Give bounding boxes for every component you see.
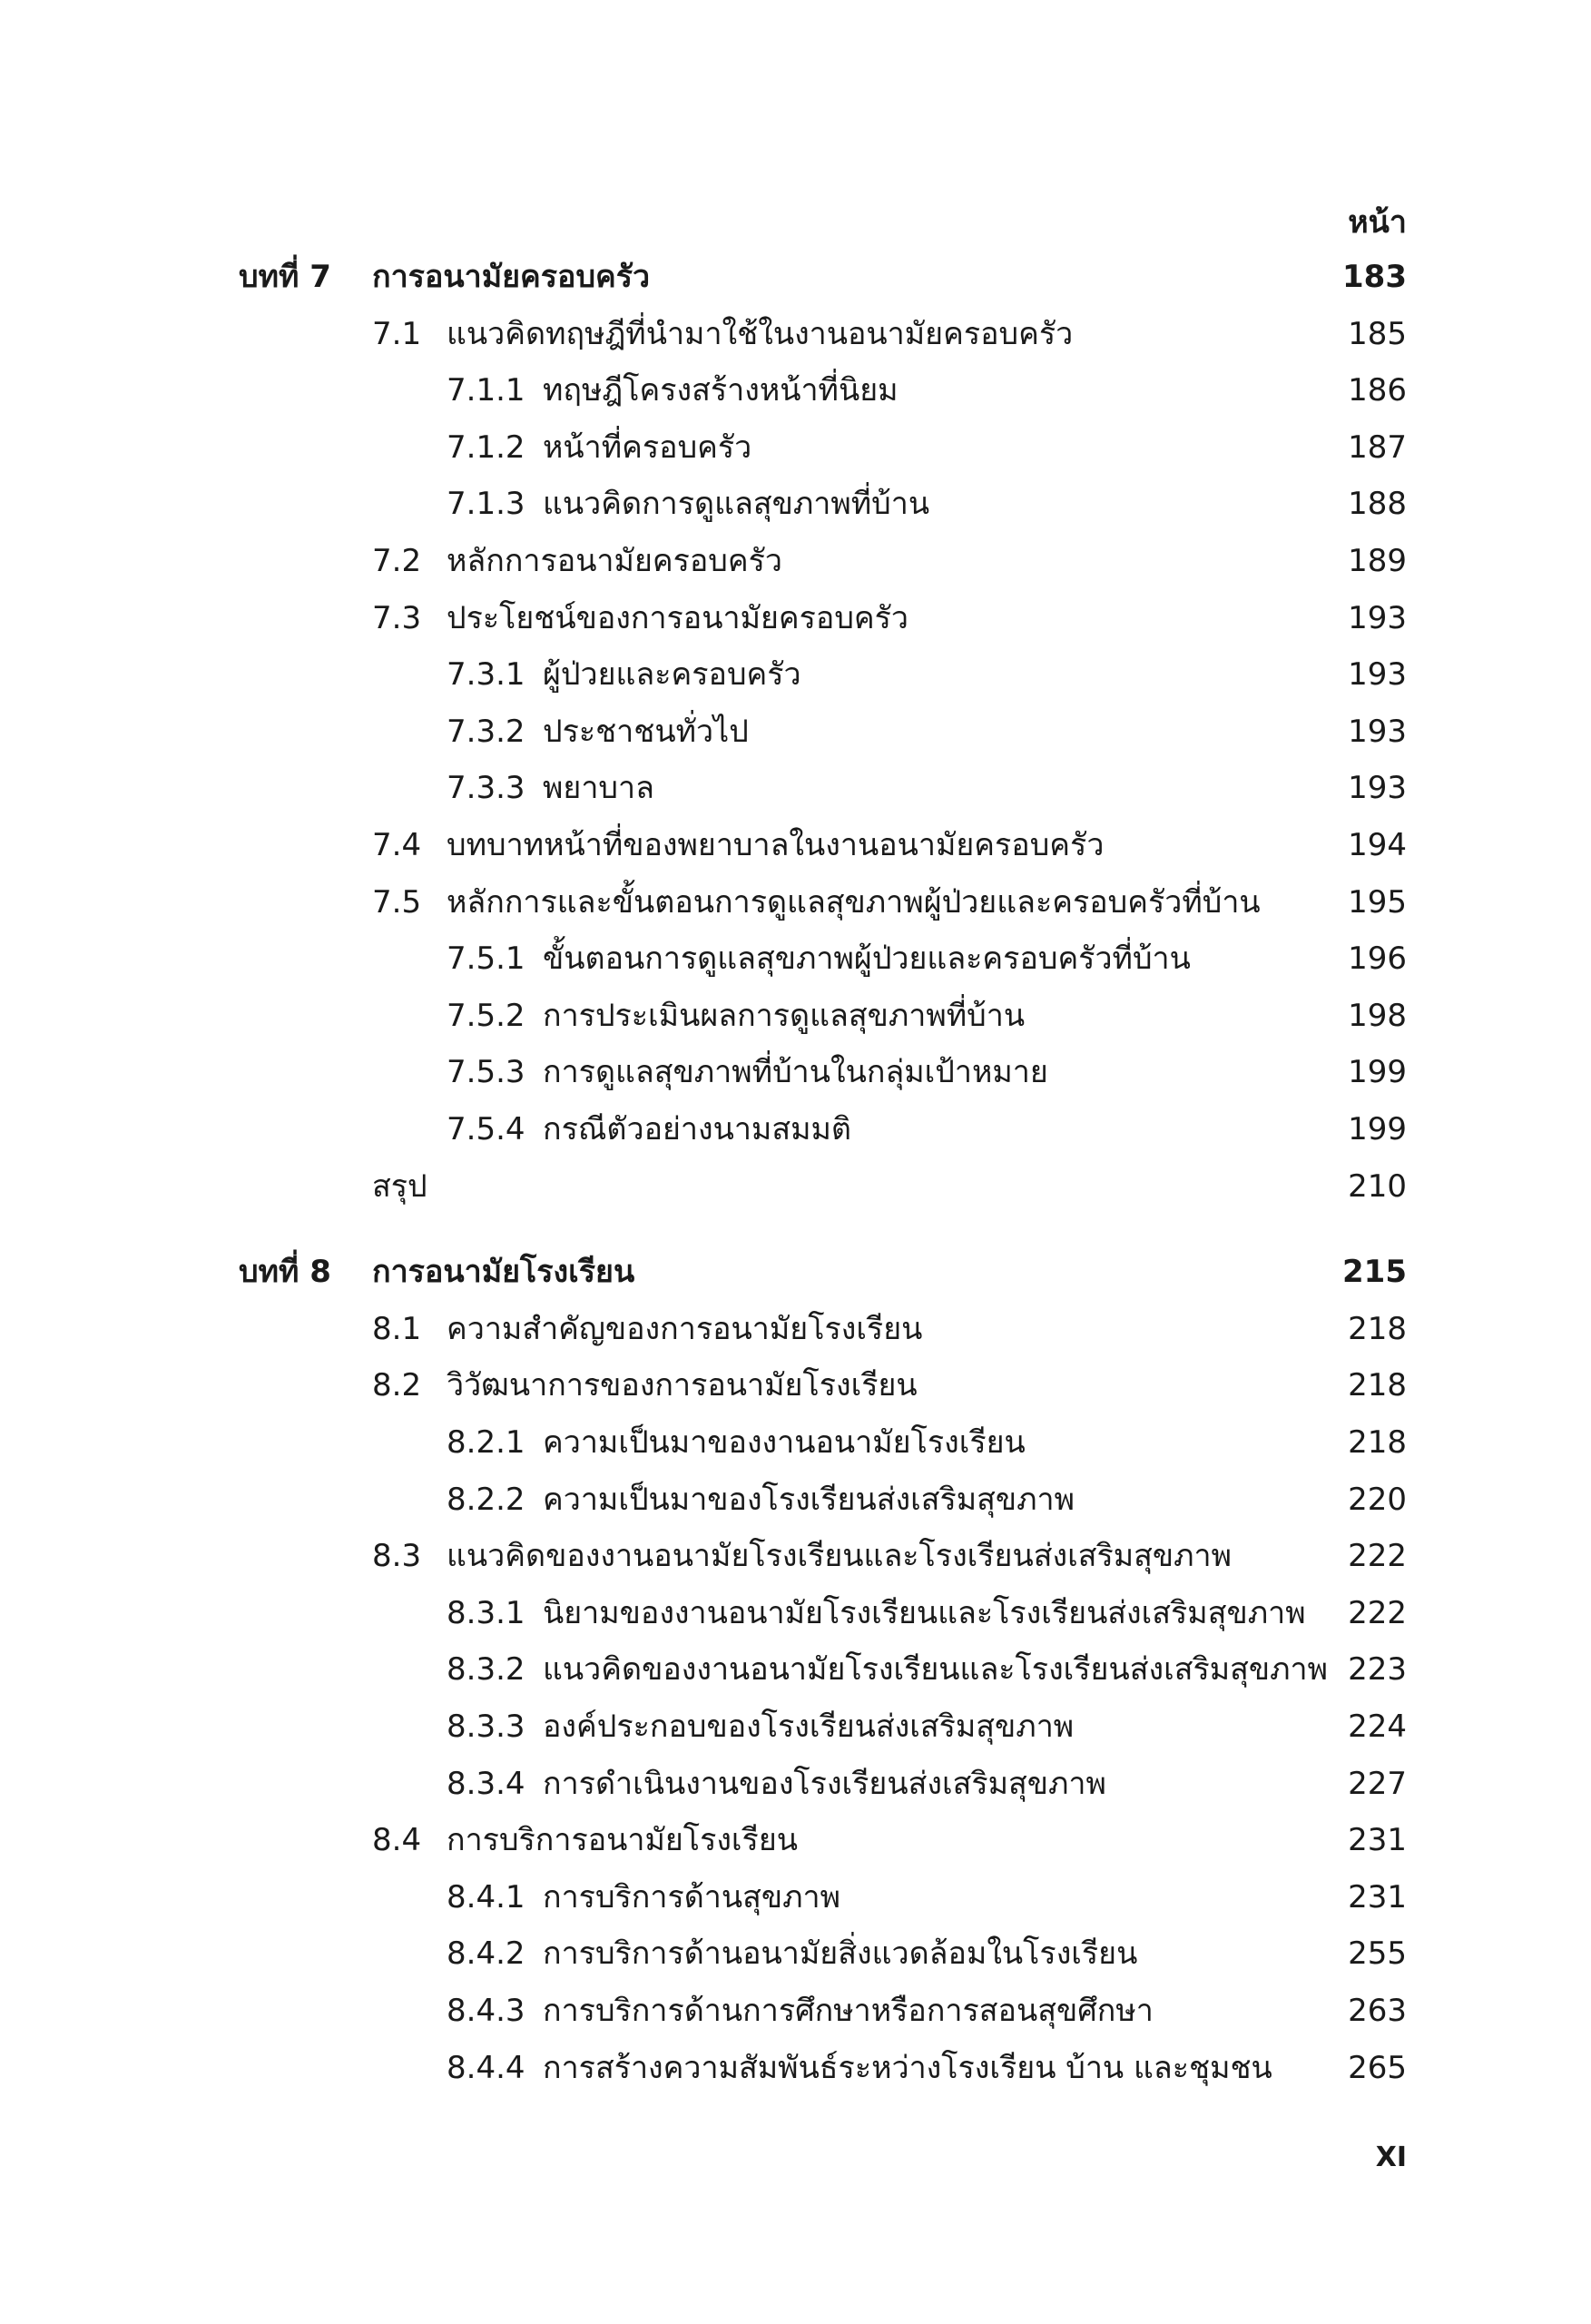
- toc-entry-row[interactable]: [0, 704, 1591, 759]
- section-page-number: 188: [1348, 486, 1407, 523]
- section-title: องค์ประกอบของโรงเรียนส่งเสริมสุขภาพ: [543, 1709, 1075, 1745]
- section-title: หลักการและขั้นตอนการดูแลสุขภาพผู้ป่วยและครอบครัวที่บ้าน: [447, 883, 1261, 921]
- section-title: นิยามของงานอนามัยโรงเรียนและโรงเรียนส่งเสริมสุขภาพ: [543, 1594, 1306, 1631]
- section-title: แนวคิดของงานอนามัยโรงเรียนและโรงเรียนส่งเสริมสุขภาพ: [543, 1651, 1329, 1689]
- section-number: 7.1: [372, 315, 422, 352]
- toc-entry-row[interactable]: [0, 1102, 1591, 1157]
- toc-entry-row[interactable]: [0, 363, 1591, 418]
- section-page-number: 199: [1348, 1111, 1407, 1147]
- section-title: ผู้ป่วยและครอบครัว: [543, 656, 801, 694]
- section-page-number: 265: [1348, 2049, 1407, 2086]
- section-page-number: 195: [1348, 883, 1407, 921]
- section-number: 8.3.4: [447, 1765, 525, 1802]
- section-page-number: 263: [1348, 1993, 1407, 2029]
- section-page-number: 220: [1348, 1481, 1407, 1518]
- section-title: วิวัฒนาการของการอนามัยโรงเรียน: [447, 1367, 918, 1404]
- section-page-number: 193: [1348, 599, 1407, 636]
- toc-entry-row[interactable]: [0, 1529, 1591, 1583]
- section-title: หน้าที่ครอบครัว: [543, 428, 752, 466]
- toc-entry-row[interactable]: [0, 534, 1591, 588]
- section-title: ประโยชน์ของการอนามัยครอบครัว: [447, 599, 909, 636]
- section-number: 7.5.1: [447, 940, 525, 978]
- section-page-number: 218: [1348, 1424, 1407, 1461]
- section-title: หลักการอนามัยครอบครัว: [447, 543, 782, 579]
- section-page-number: 193: [1348, 713, 1407, 750]
- section-page-number: 199: [1348, 1054, 1407, 1091]
- section-title: บทบาทหน้าที่ของพยาบาลในงานอนามัยครอบครัว: [447, 827, 1105, 863]
- toc-entry-row[interactable]: [0, 420, 1591, 475]
- chapter-label: บทที่ 8: [239, 1254, 331, 1291]
- section-title: การบริการด้านการศึกษาหรือการสอนสุขศึกษา: [543, 1993, 1154, 2029]
- section-page-number: 189: [1348, 543, 1407, 579]
- toc-entry-row[interactable]: [0, 1159, 1591, 1214]
- section-title: ความสำคัญของการอนามัยโรงเรียน: [447, 1310, 923, 1347]
- section-number: 7.5.3: [447, 1054, 525, 1091]
- section-title: กรณีตัวอย่างนามสมมติ: [543, 1111, 851, 1147]
- section-page-number: 231: [1348, 1822, 1407, 1859]
- section-number: 8.1: [372, 1310, 422, 1347]
- section-number: 8.4.2: [447, 1935, 525, 1973]
- section-title: แนวคิดของงานอนามัยโรงเรียนและโรงเรียนส่งเสริมสุขภาพ: [447, 1538, 1233, 1575]
- section-page-number: 187: [1348, 428, 1407, 466]
- toc-entry-row[interactable]: [0, 1472, 1591, 1527]
- section-number: 8.4: [372, 1822, 422, 1859]
- section-title: ประชาชนทั่วไป: [543, 713, 749, 750]
- toc-entry-row[interactable]: [0, 307, 1591, 361]
- section-number: 8.2: [372, 1367, 422, 1404]
- section-page-number: 231: [1348, 1878, 1407, 1915]
- section-number: 7.5.2: [447, 997, 525, 1034]
- toc-entry-row[interactable]: [0, 477, 1591, 531]
- toc-entry-row[interactable]: [0, 1045, 1591, 1099]
- section-title: ความเป็นมาของงานอนามัยโรงเรียน: [543, 1424, 1026, 1461]
- section-page-number: 222: [1348, 1594, 1407, 1631]
- chapter-label: บทที่ 7: [239, 259, 331, 295]
- section-title: การสร้างความสัมพันธ์ระหว่างโรงเรียน บ้าน และชุมชน: [543, 2049, 1272, 2086]
- section-page-number: 193: [1348, 770, 1407, 807]
- section-title: การบริการด้านสุขภาพ: [543, 1878, 841, 1915]
- toc-entry-row[interactable]: [0, 761, 1591, 815]
- section-page-number: 196: [1348, 940, 1407, 978]
- section-number: 7.3.1: [447, 656, 525, 694]
- section-number: 7.2: [372, 543, 422, 579]
- section-number: 8.2.2: [447, 1481, 525, 1518]
- toc-chapter-row[interactable]: [0, 1245, 1591, 1299]
- toc-entry-row[interactable]: [0, 2041, 1591, 2095]
- section-number: 7.5.4: [447, 1111, 525, 1147]
- section-number: 8.4.3: [447, 1993, 525, 2029]
- section-number: 7.3.3: [447, 770, 525, 807]
- toc-entry-row[interactable]: [0, 1302, 1591, 1356]
- section-number: 8.3.2: [447, 1651, 525, 1689]
- section-page-number: 218: [1348, 1310, 1407, 1347]
- section-title: การบริการด้านอนามัยสิ่งแวดล้อมในโรงเรียน: [543, 1935, 1138, 1973]
- section-number: 8.3.3: [447, 1709, 525, 1745]
- section-title: ทฤษฎีโครงสร้างหน้าที่นิยม: [543, 372, 899, 409]
- section-title: ความเป็นมาของโรงเรียนส่งเสริมสุขภาพ: [543, 1481, 1075, 1518]
- toc-entry-row[interactable]: [0, 1415, 1591, 1470]
- section-page-number: 185: [1348, 315, 1407, 352]
- section-number: 8.3.1: [447, 1594, 525, 1631]
- toc-entry-row[interactable]: [0, 1642, 1591, 1697]
- section-title: แนวคิดการดูแลสุขภาพที่บ้าน: [543, 486, 930, 523]
- section-number: 8.4.4: [447, 2049, 525, 2086]
- toc-entry-row[interactable]: [0, 591, 1591, 645]
- section-page-number: 227: [1348, 1765, 1407, 1802]
- section-page-number: 223: [1348, 1651, 1407, 1689]
- toc-entry-row[interactable]: [0, 1870, 1591, 1925]
- page-folio: XI: [1375, 2142, 1407, 2173]
- toc-chapter-row[interactable]: [0, 250, 1591, 304]
- toc-entry-row[interactable]: [0, 989, 1591, 1043]
- section-page-number: 198: [1348, 997, 1407, 1034]
- section-title: การดูแลสุขภาพที่บ้านในกลุ่มเป้าหมาย: [543, 1054, 1048, 1091]
- section-title: การบริการอนามัยโรงเรียน: [447, 1822, 798, 1859]
- section-number: 7.3.2: [447, 713, 525, 750]
- toc-entry-row[interactable]: [0, 1926, 1591, 1981]
- toc-entry-row[interactable]: [0, 1813, 1591, 1867]
- toc-entry-row[interactable]: [0, 818, 1591, 872]
- toc-entry-row[interactable]: [0, 1586, 1591, 1640]
- section-number: 8.2.1: [447, 1424, 525, 1461]
- chapter-title: การอนามัยครอบครัว: [372, 259, 651, 295]
- section-page-number: 194: [1348, 827, 1407, 863]
- toc-entry-row[interactable]: [0, 1358, 1591, 1413]
- section-number: 7.1.1: [447, 372, 525, 409]
- toc-entry-row[interactable]: [0, 1699, 1591, 1754]
- toc-entry-row[interactable]: [0, 647, 1591, 702]
- section-title: พยาบาล: [543, 770, 654, 807]
- chapter-title: การอนามัยโรงเรียน: [372, 1254, 635, 1291]
- section-number: 7.4: [372, 827, 422, 863]
- section-number: 8.3: [372, 1538, 422, 1575]
- section-page-number: 218: [1348, 1367, 1407, 1404]
- section-page-number: 224: [1348, 1709, 1407, 1745]
- section-title: ขั้นตอนการดูแลสุขภาพผู้ป่วยและครอบครัวที่บ้าน: [543, 940, 1191, 978]
- section-page-number: 222: [1348, 1538, 1407, 1575]
- page-column-header: หน้า: [1348, 204, 1407, 241]
- section-page-number: 255: [1348, 1935, 1407, 1973]
- section-number: 8.4.1: [447, 1878, 525, 1915]
- section-title: การประเมินผลการดูแลสุขภาพที่บ้าน: [543, 997, 1026, 1034]
- chapter-page-number: 183: [1342, 259, 1407, 295]
- toc-entry-row[interactable]: [0, 875, 1591, 930]
- section-title: การดำเนินงานของโรงเรียนส่งเสริมสุขภาพ: [543, 1765, 1106, 1802]
- chapter-page-number: 215: [1342, 1254, 1407, 1291]
- section-page-number: 210: [1348, 1167, 1407, 1205]
- toc-entry-row[interactable]: [0, 931, 1591, 986]
- toc-entry-row[interactable]: [0, 1757, 1591, 1811]
- section-title: สรุป: [372, 1167, 427, 1205]
- section-page-number: 193: [1348, 656, 1407, 694]
- toc-entry-row[interactable]: [0, 1984, 1591, 2038]
- section-number: 7.5: [372, 883, 422, 921]
- section-number: 7.1.3: [447, 486, 525, 523]
- section-page-number: 186: [1348, 372, 1407, 409]
- section-number: 7.3: [372, 599, 422, 636]
- section-number: 7.1.2: [447, 428, 525, 466]
- section-title: แนวคิดทฤษฎีที่นำมาใช้ในงานอนามัยครอบครัว: [447, 315, 1074, 352]
